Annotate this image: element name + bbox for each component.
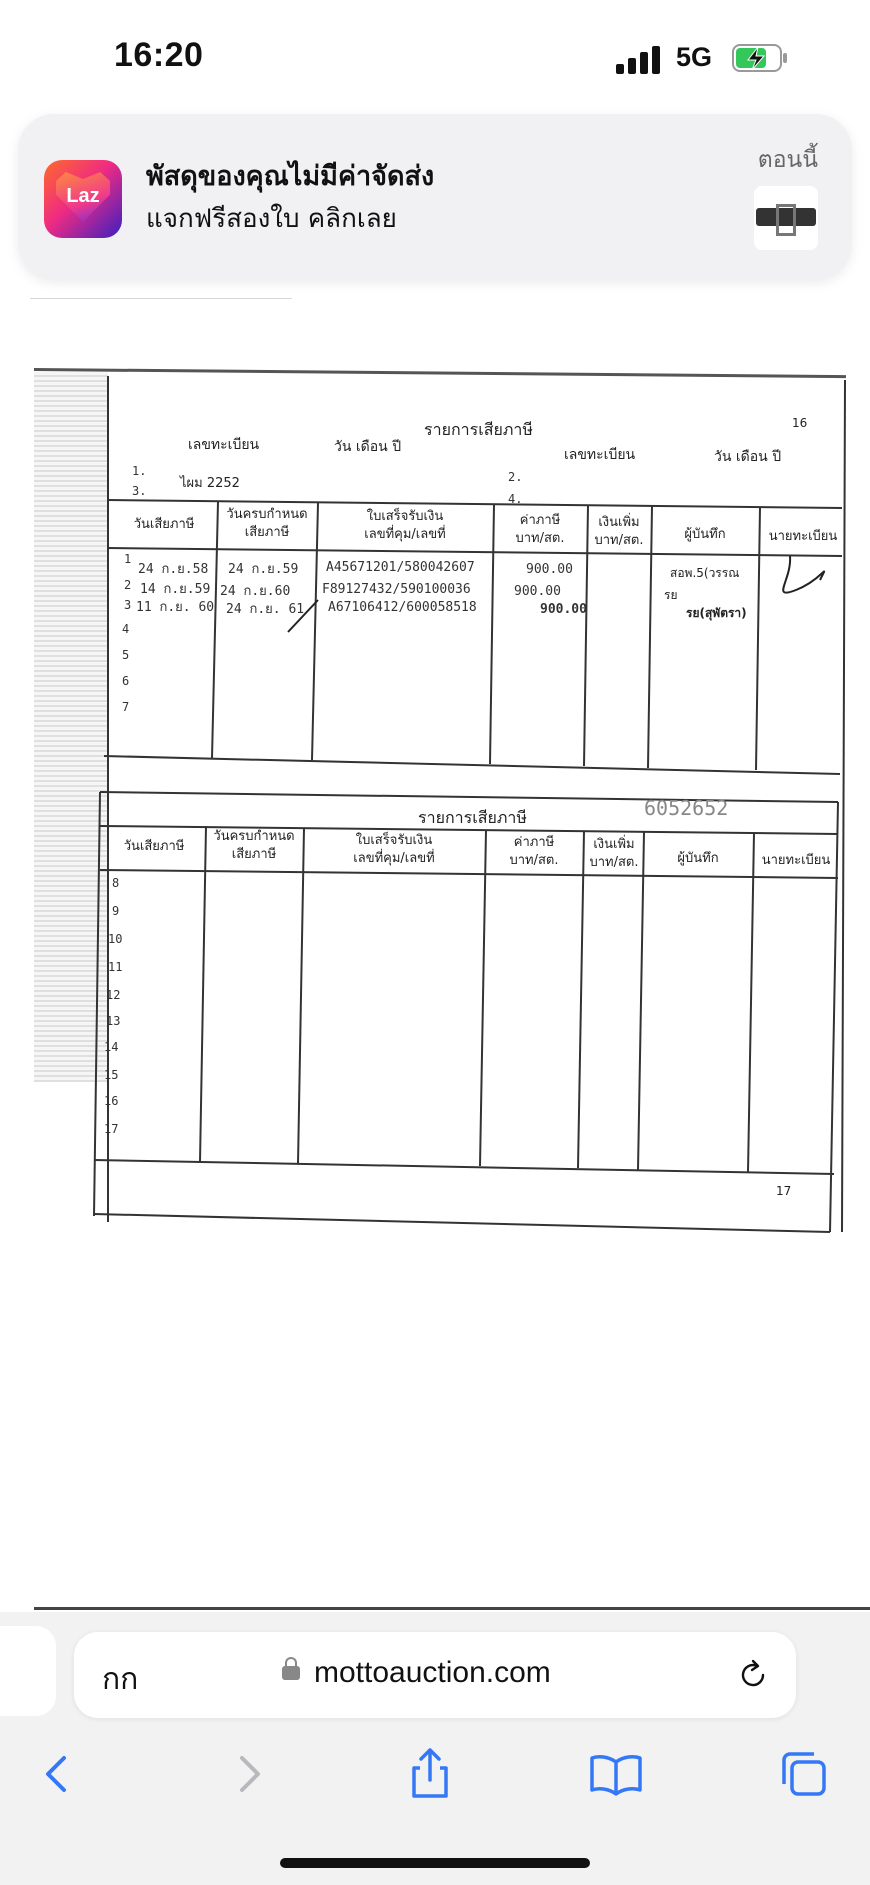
col-header: นายทะเบียน xyxy=(768,529,838,544)
cell-due-date: 24 ก.ย. 61 xyxy=(226,602,305,617)
cell-receipt: A67106412/600058518 xyxy=(328,600,477,615)
col-header: ค่าภาษี บาท/สต. xyxy=(509,835,559,868)
cell-due-date: 24 ก.ย.60 xyxy=(220,584,291,599)
notification-body: แจกฟรีสองใบ คลิกเลย xyxy=(146,204,397,234)
row-number: 10 xyxy=(108,932,123,946)
cell-due-date: 24 ก.ย.59 xyxy=(228,562,299,577)
url-text[interactable]: mottoauction.com xyxy=(314,1656,551,1689)
cell-recorder: รย(สุพัตรา) xyxy=(686,606,747,620)
reg-label-right: เลขทะเบียน xyxy=(564,447,636,463)
row-number: 9 xyxy=(112,904,120,918)
cell-recorder: รย xyxy=(664,588,678,602)
registration-value: ไผม 2252 xyxy=(180,476,240,491)
row-number: 6 xyxy=(122,674,130,688)
line-number: 1. xyxy=(132,464,147,478)
lock-icon xyxy=(282,1666,300,1680)
col-header: วันครบกำหนด เสียภาษี xyxy=(213,829,295,862)
col-header: นายทะเบียน xyxy=(761,853,831,868)
row-number: 12 xyxy=(106,988,121,1002)
document-bottom-edge xyxy=(34,1607,870,1610)
row-number: 2 xyxy=(124,578,132,592)
row-number: 14 xyxy=(104,1040,119,1054)
stamp-number: 6052652 xyxy=(644,796,729,820)
cell-recorder: สอพ.5(วรรณ xyxy=(670,566,740,580)
page-number: 17 xyxy=(776,1184,792,1198)
reload-icon[interactable] xyxy=(736,1658,770,1692)
cell-paid-date: 14 ก.ย.59 xyxy=(140,582,211,597)
notification-time: ตอนนี้ xyxy=(757,147,818,173)
col-header: เงินเพิ่ม บาท/สต. xyxy=(594,515,644,548)
col-header: วันเสียภาษี xyxy=(123,839,185,854)
col-header: วันครบกำหนด เสียภาษี xyxy=(226,507,308,540)
status-time: 16:20 xyxy=(114,36,204,74)
cell-tax: 900.00 xyxy=(540,602,587,617)
row-number: 7 xyxy=(122,700,130,714)
address-bar[interactable] xyxy=(74,1632,796,1718)
col-header: ผู้บันทึก xyxy=(677,851,719,866)
row-number: 8 xyxy=(112,876,120,890)
row-number: 5 xyxy=(122,648,130,662)
col-header: ใบเสร็จรับเงิน เลขที่คุม/เลขที่ xyxy=(364,509,446,542)
date-label-left: วัน เดือน ปี xyxy=(334,439,402,455)
bookmarks-icon[interactable] xyxy=(586,1744,646,1804)
section-title: รายการเสียภาษี xyxy=(418,808,527,827)
home-indicator[interactable] xyxy=(280,1858,590,1868)
row-number: 17 xyxy=(104,1122,119,1136)
row-number: 13 xyxy=(106,1014,121,1028)
browser-toolbar xyxy=(0,1612,870,1885)
row-number: 3 xyxy=(124,598,132,612)
cell-paid-date: 11 ก.ย. 60 xyxy=(136,600,215,615)
line-number: 2. xyxy=(508,470,523,484)
lazada-app-icon: Laz xyxy=(44,160,122,238)
reg-label-left: เลขทะเบียน xyxy=(188,437,260,453)
col-header: วันเสียภาษี xyxy=(133,517,195,532)
row-number: 1 xyxy=(124,552,132,566)
network-type: 5G xyxy=(676,42,713,72)
section-title: รายการเสียภาษี xyxy=(424,420,533,439)
previous-tab-preview[interactable] xyxy=(0,1626,56,1716)
line-number: 4. xyxy=(508,492,523,506)
row-number: 4 xyxy=(122,622,130,636)
tabs-icon[interactable] xyxy=(774,1744,834,1804)
page-number: 16 xyxy=(792,416,808,430)
back-icon[interactable] xyxy=(28,1744,88,1804)
col-header: ค่าภาษี บาท/สต. xyxy=(515,513,565,546)
forward-icon[interactable] xyxy=(218,1744,278,1804)
col-header: ผู้บันทึก xyxy=(684,527,726,542)
cell-tax: 900.00 xyxy=(514,584,561,599)
col-header: เงินเพิ่ม บาท/สต. xyxy=(589,837,639,870)
cell-tax: 900.00 xyxy=(526,562,573,577)
row-number: 15 xyxy=(104,1068,119,1082)
share-icon[interactable] xyxy=(400,1744,460,1804)
col-header: ใบเสร็จรับเงิน เลขที่คุม/เลขที่ xyxy=(353,833,435,866)
row-number: 11 xyxy=(108,960,123,974)
notification-title: พัสดุของคุณไม่มีค่าจัดส่ง xyxy=(146,161,435,192)
line-number: 3. xyxy=(132,484,147,498)
cell-receipt: A45671201/580042607 xyxy=(326,560,475,575)
cell-receipt: F89127432/590100036 xyxy=(322,582,471,597)
reader-options-button[interactable]: กก xyxy=(102,1662,139,1697)
row-number: 16 xyxy=(104,1094,119,1108)
date-label-right: วัน เดือน ปี xyxy=(714,449,782,465)
cell-paid-date: 24 ก.ย.58 xyxy=(138,562,209,577)
